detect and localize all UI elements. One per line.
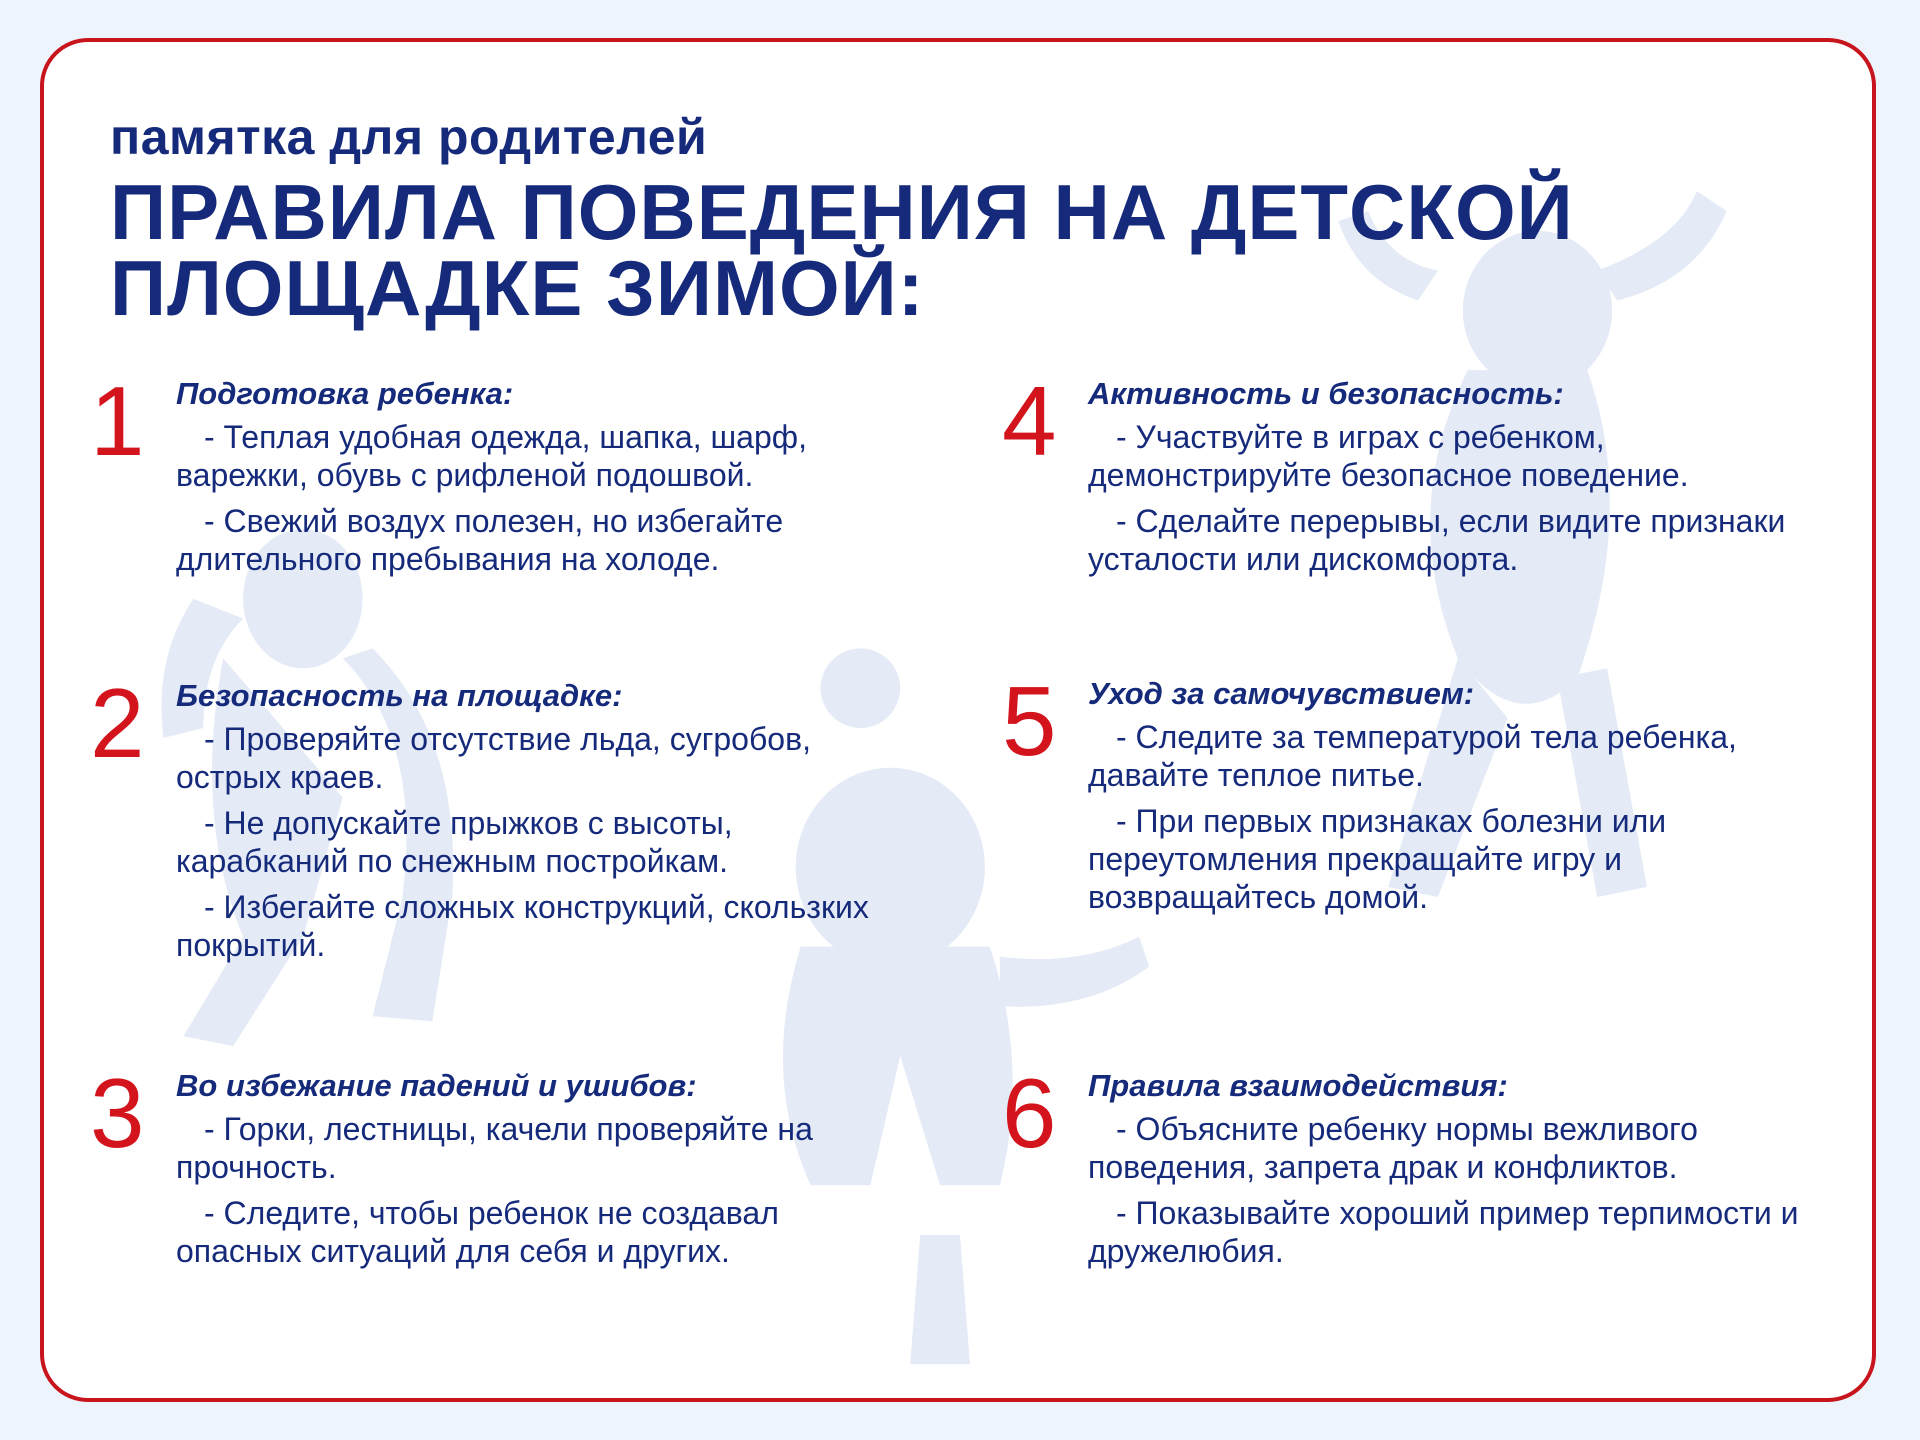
- memo-card: [40, 38, 1876, 1402]
- rule-number: 6: [1002, 1058, 1057, 1168]
- rule-heading: Безопасность на площадке:: [176, 678, 623, 713]
- rule-block-4: [1002, 366, 1852, 586]
- rule-number: 5: [1002, 666, 1057, 776]
- rule-heading: Подготовка ребенка:: [176, 376, 514, 411]
- rule-body: [1088, 372, 1838, 586]
- rule-block-1: [90, 366, 930, 586]
- rule-item: - Не допускайте прыжков с высоты, карабканий по снежным постройкам.: [176, 805, 733, 879]
- rule-heading: Активность и безопасность:: [1088, 376, 1564, 411]
- title-line-2: ПЛОЩАДКЕ ЗИМОЙ:: [110, 244, 925, 332]
- rule-item: - Свежий воздух полезен, но избегайте длительного пребывания на холоде.: [176, 503, 784, 577]
- rule-body: [176, 1064, 896, 1278]
- rule-number: 3: [90, 1058, 145, 1168]
- rule-block-5: [1002, 666, 1852, 924]
- memo-subtitle: памятка для родителей: [110, 109, 708, 165]
- title-line-1: ПРАВИЛА ПОВЕДЕНИЯ НА ДЕТСКОЙ: [110, 168, 1574, 256]
- rule-item: - Показывайте хороший пример терпимости и дружелюбия.: [1088, 1195, 1799, 1269]
- rule-body: [176, 372, 896, 586]
- rule-block-3: [90, 1058, 930, 1278]
- rule-number: 2: [90, 668, 145, 778]
- rule-item: - Объясните ребенку нормы вежливого поведения, запрета драк и конфликтов.: [1088, 1111, 1698, 1185]
- rule-block-6: [1002, 1058, 1852, 1278]
- rule-item: - Проверяйте отсутствие льда, сугробов, острых краев.: [176, 721, 811, 795]
- rule-item: - Избегайте сложных конструкций, скользких покрытий.: [176, 889, 869, 963]
- rule-heading: Правила взаимодействия:: [1088, 1068, 1508, 1103]
- rule-item: - Следите за температурой тела ребенка, давайте теплое питье.: [1088, 719, 1737, 793]
- rule-heading: Уход за самочувствием:: [1088, 676, 1475, 711]
- rule-block-2: [90, 668, 930, 972]
- rule-heading: Во избежание падений и ушибов:: [176, 1068, 697, 1103]
- rule-number: 4: [1002, 366, 1057, 476]
- rule-item: - Участвуйте в играх с ребенком, демонстрируйте безопасное поведение.: [1088, 419, 1689, 493]
- rule-item: - При первых признаках болезни или переутомления прекращайте игру и возвращайтесь домой.: [1088, 803, 1667, 915]
- rule-body: [176, 674, 896, 972]
- rule-item: - Теплая удобная одежда, шапка, шарф, варежки, обувь с рифленой подошвой.: [176, 419, 807, 493]
- page-title: [110, 168, 1610, 332]
- rule-item: - Горки, лестницы, качели проверяйте на прочность.: [176, 1111, 813, 1185]
- rule-number: 1: [90, 366, 145, 476]
- rule-body: [1088, 1064, 1838, 1278]
- rule-item: - Следите, чтобы ребенок не создавал опасных ситуаций для себя и других.: [176, 1195, 779, 1269]
- rule-body: [1088, 672, 1838, 924]
- rule-item: - Сделайте перерывы, если видите признаки усталости или дискомфорта.: [1088, 503, 1786, 577]
